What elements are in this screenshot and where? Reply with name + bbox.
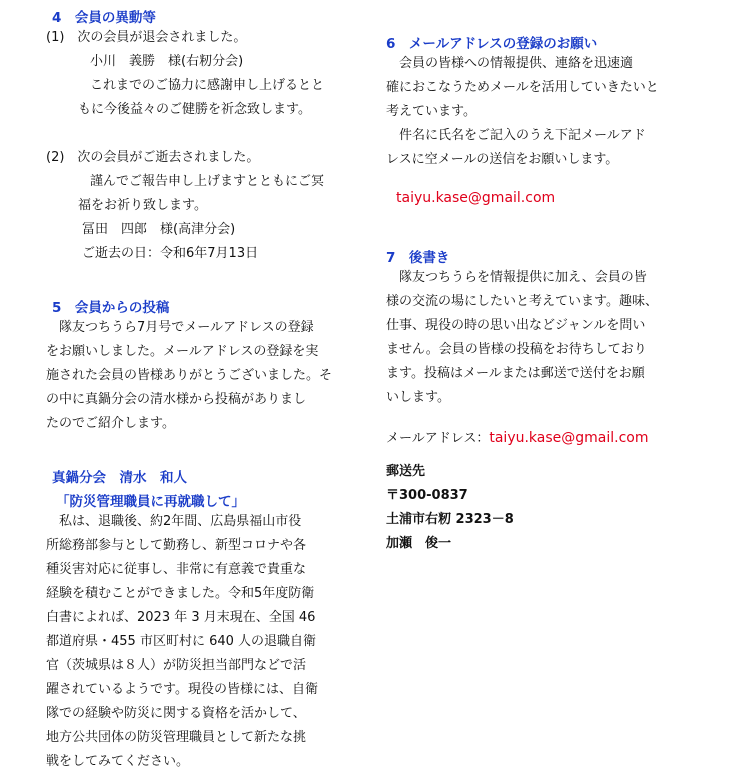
post-line: 隊での経験や防災に関する資格を活かして、: [46, 706, 306, 721]
sec5-line: たのでご紹介します。: [46, 416, 175, 431]
sec6-line: 確におこなうためメールを活用していきたいと: [386, 80, 659, 95]
sec7-line: ます。投稿はメールまたは郵送で送付をお願: [386, 366, 645, 381]
post-line: 地方公共団体の防災管理職員として新たな挑: [46, 730, 307, 745]
email-label: メールアドレス：: [386, 431, 490, 446]
post-title: 「防災管理職員に再就職して」: [56, 494, 245, 510]
withdrawn-member-name: 小川 義勝 様(右籾分会): [90, 54, 244, 69]
sec7-line: 隊友つちうらを情報提供に加え、会員の皆: [386, 270, 647, 285]
condolence-line-2: 福をお祈り致します。: [78, 198, 207, 213]
section-7-heading: 7 後書き: [386, 250, 450, 266]
section-5-heading: 5 会員からの投稿: [52, 300, 170, 316]
post-line: 官（茨城県は８人）が防災担当部門などで活: [46, 658, 307, 673]
thanks-line-1: これまでのご協力に感謝申し上げるとと: [90, 78, 325, 93]
section-6-heading: 6 メールアドレスの登録のお願い: [386, 36, 598, 52]
post-line: 種災害対応に従事し、非常に有意義で貴重な: [46, 562, 307, 577]
post-line: 戦をしてみてください。: [46, 754, 190, 769]
withdrawal-note: (1) 次の会員が退会されました。: [46, 30, 247, 45]
contact-email-link[interactable]: taiyu.kase@gmail.com: [489, 430, 649, 446]
date-of-death: ご逝去の日：令和6年7月13日: [82, 246, 259, 261]
sec6-line: レスに空メールの送信をお願いします。: [386, 152, 619, 167]
sec6-line: 考えています。: [386, 104, 476, 119]
section-4-heading: 4 会員の異動等: [52, 10, 156, 26]
post-line: 所総務部参与として勤務し、新型コロナや各: [46, 538, 307, 553]
sec5-line: の中に真鍋分会の清水様から投稿がありまし: [46, 392, 307, 407]
registration-email-link[interactable]: taiyu.kase@gmail.com: [396, 190, 556, 206]
sec7-line: いします。: [386, 390, 450, 405]
post-line: 経験を積むことができました。令和5年度防衛: [46, 586, 315, 601]
contact-email-row: [386, 426, 649, 451]
sec5-line: をお願いしました。メールアドレスの登録を実: [46, 344, 319, 359]
post-line: 私は、退職後、約2年間、広島県福山市役: [46, 514, 302, 529]
post-line: 都道府県・455 市区町村に 640 人の退職自衛: [46, 634, 317, 649]
postal-code: 〒300-0837: [386, 488, 468, 503]
recipient-name: 加瀬 俊一: [386, 536, 452, 551]
mail-heading: 郵送先: [386, 464, 426, 479]
condolence-line-1: 謹んでご報告申し上げますとともにご冥: [90, 174, 325, 189]
mail-address: 土浦市右籾 2323－8: [386, 512, 514, 527]
sec6-line: 件名に氏名をご記入のうえ下記メールアド: [386, 128, 646, 143]
sec6-line: 会員の皆様への情報提供、連絡を迅速適: [386, 56, 634, 71]
sec7-line: ません。会員の皆様の投稿をお待ちしており: [386, 342, 647, 357]
deceased-note: (2) 次の会員がご逝去されました。: [46, 150, 260, 165]
post-author: 真鍋分会 清水 和人: [52, 470, 187, 486]
sec7-line: 様の交流の場にしたいと考えています。趣味、: [386, 294, 658, 309]
sec5-line: 施された会員の皆様ありがとうございました。そ: [46, 368, 333, 383]
sec7-line: 仕事、現役の時の思い出などジャンルを問い: [386, 318, 646, 333]
post-line: 白書によれば、2023 年 3 月末現在、全国 46: [46, 610, 316, 625]
thanks-line-2: もに今後益々のご健勝を祈念致します。: [78, 102, 311, 117]
post-line: 躍されているようです。現役の皆様には、自衛: [46, 682, 318, 697]
sec5-line: 隊友つちうら7月号でメールアドレスの登録: [46, 320, 314, 335]
deceased-member-name: 冨田 四郎 様(高津分会): [82, 222, 236, 237]
